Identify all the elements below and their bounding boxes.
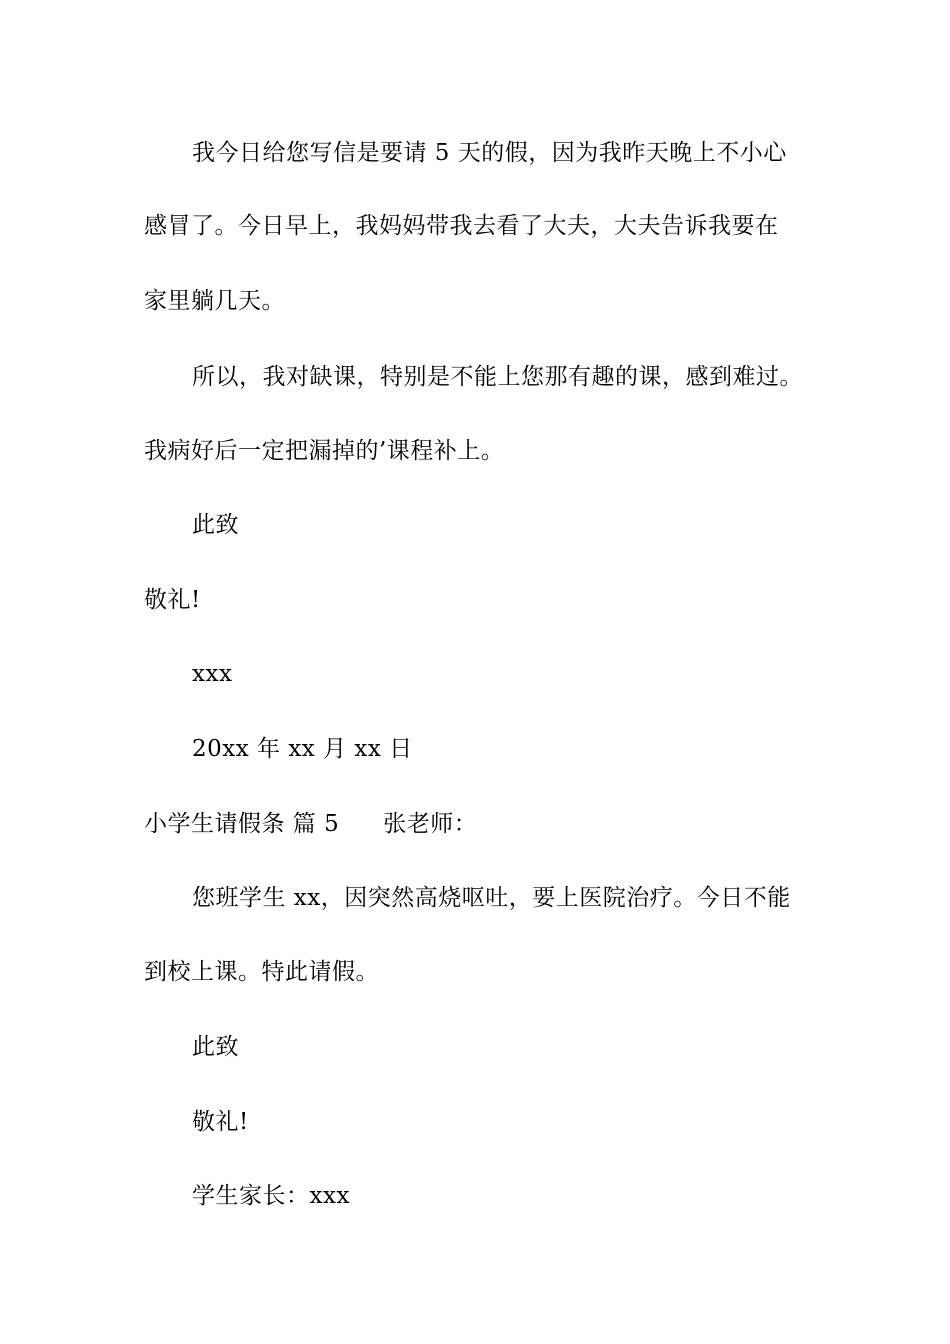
- letter2-closing-line1: 此致: [192, 1034, 239, 1060]
- letter1-closing-line2: 敬礼!: [144, 587, 201, 613]
- letter2-signature: 学生家长：xxx: [192, 1183, 350, 1209]
- letter2-paragraph1-line2: 到校上课。特此请假。: [144, 959, 379, 985]
- letter1-signature: xxx: [192, 661, 233, 687]
- letter1-date: 20xx 年 xx 月 xx 日: [192, 736, 413, 762]
- letter1-paragraph2-line1: 所以，我对缺课，特别是不能上您那有趣的课，感到难过。: [192, 364, 803, 390]
- letter1-closing-line1: 此致: [192, 512, 239, 538]
- letter1-paragraph1-line1: 我今日给您写信是要请 5 天的假，因为我昨天晚上不小心: [192, 140, 787, 166]
- letter1-paragraph1-line2: 感冒了。今日早上，我妈妈带我去看了大夫，大夫告诉我要在: [144, 213, 779, 239]
- letter2-paragraph1-line1: 您班学生 xx，因突然高烧呕吐，要上医院治疗。今日不能: [192, 885, 791, 911]
- letter2-closing-line2: 敬礼!: [192, 1109, 249, 1135]
- letter1-paragraph1-line3: 家里躺几天。: [144, 288, 285, 314]
- section-heading-row: [144, 809, 477, 839]
- letter1-paragraph2-line2: 我病好后一定把漏掉的’课程补上。: [144, 438, 505, 464]
- section-heading: 小学生请假条 篇 5: [144, 811, 340, 837]
- salutation: 张老师：: [383, 811, 478, 837]
